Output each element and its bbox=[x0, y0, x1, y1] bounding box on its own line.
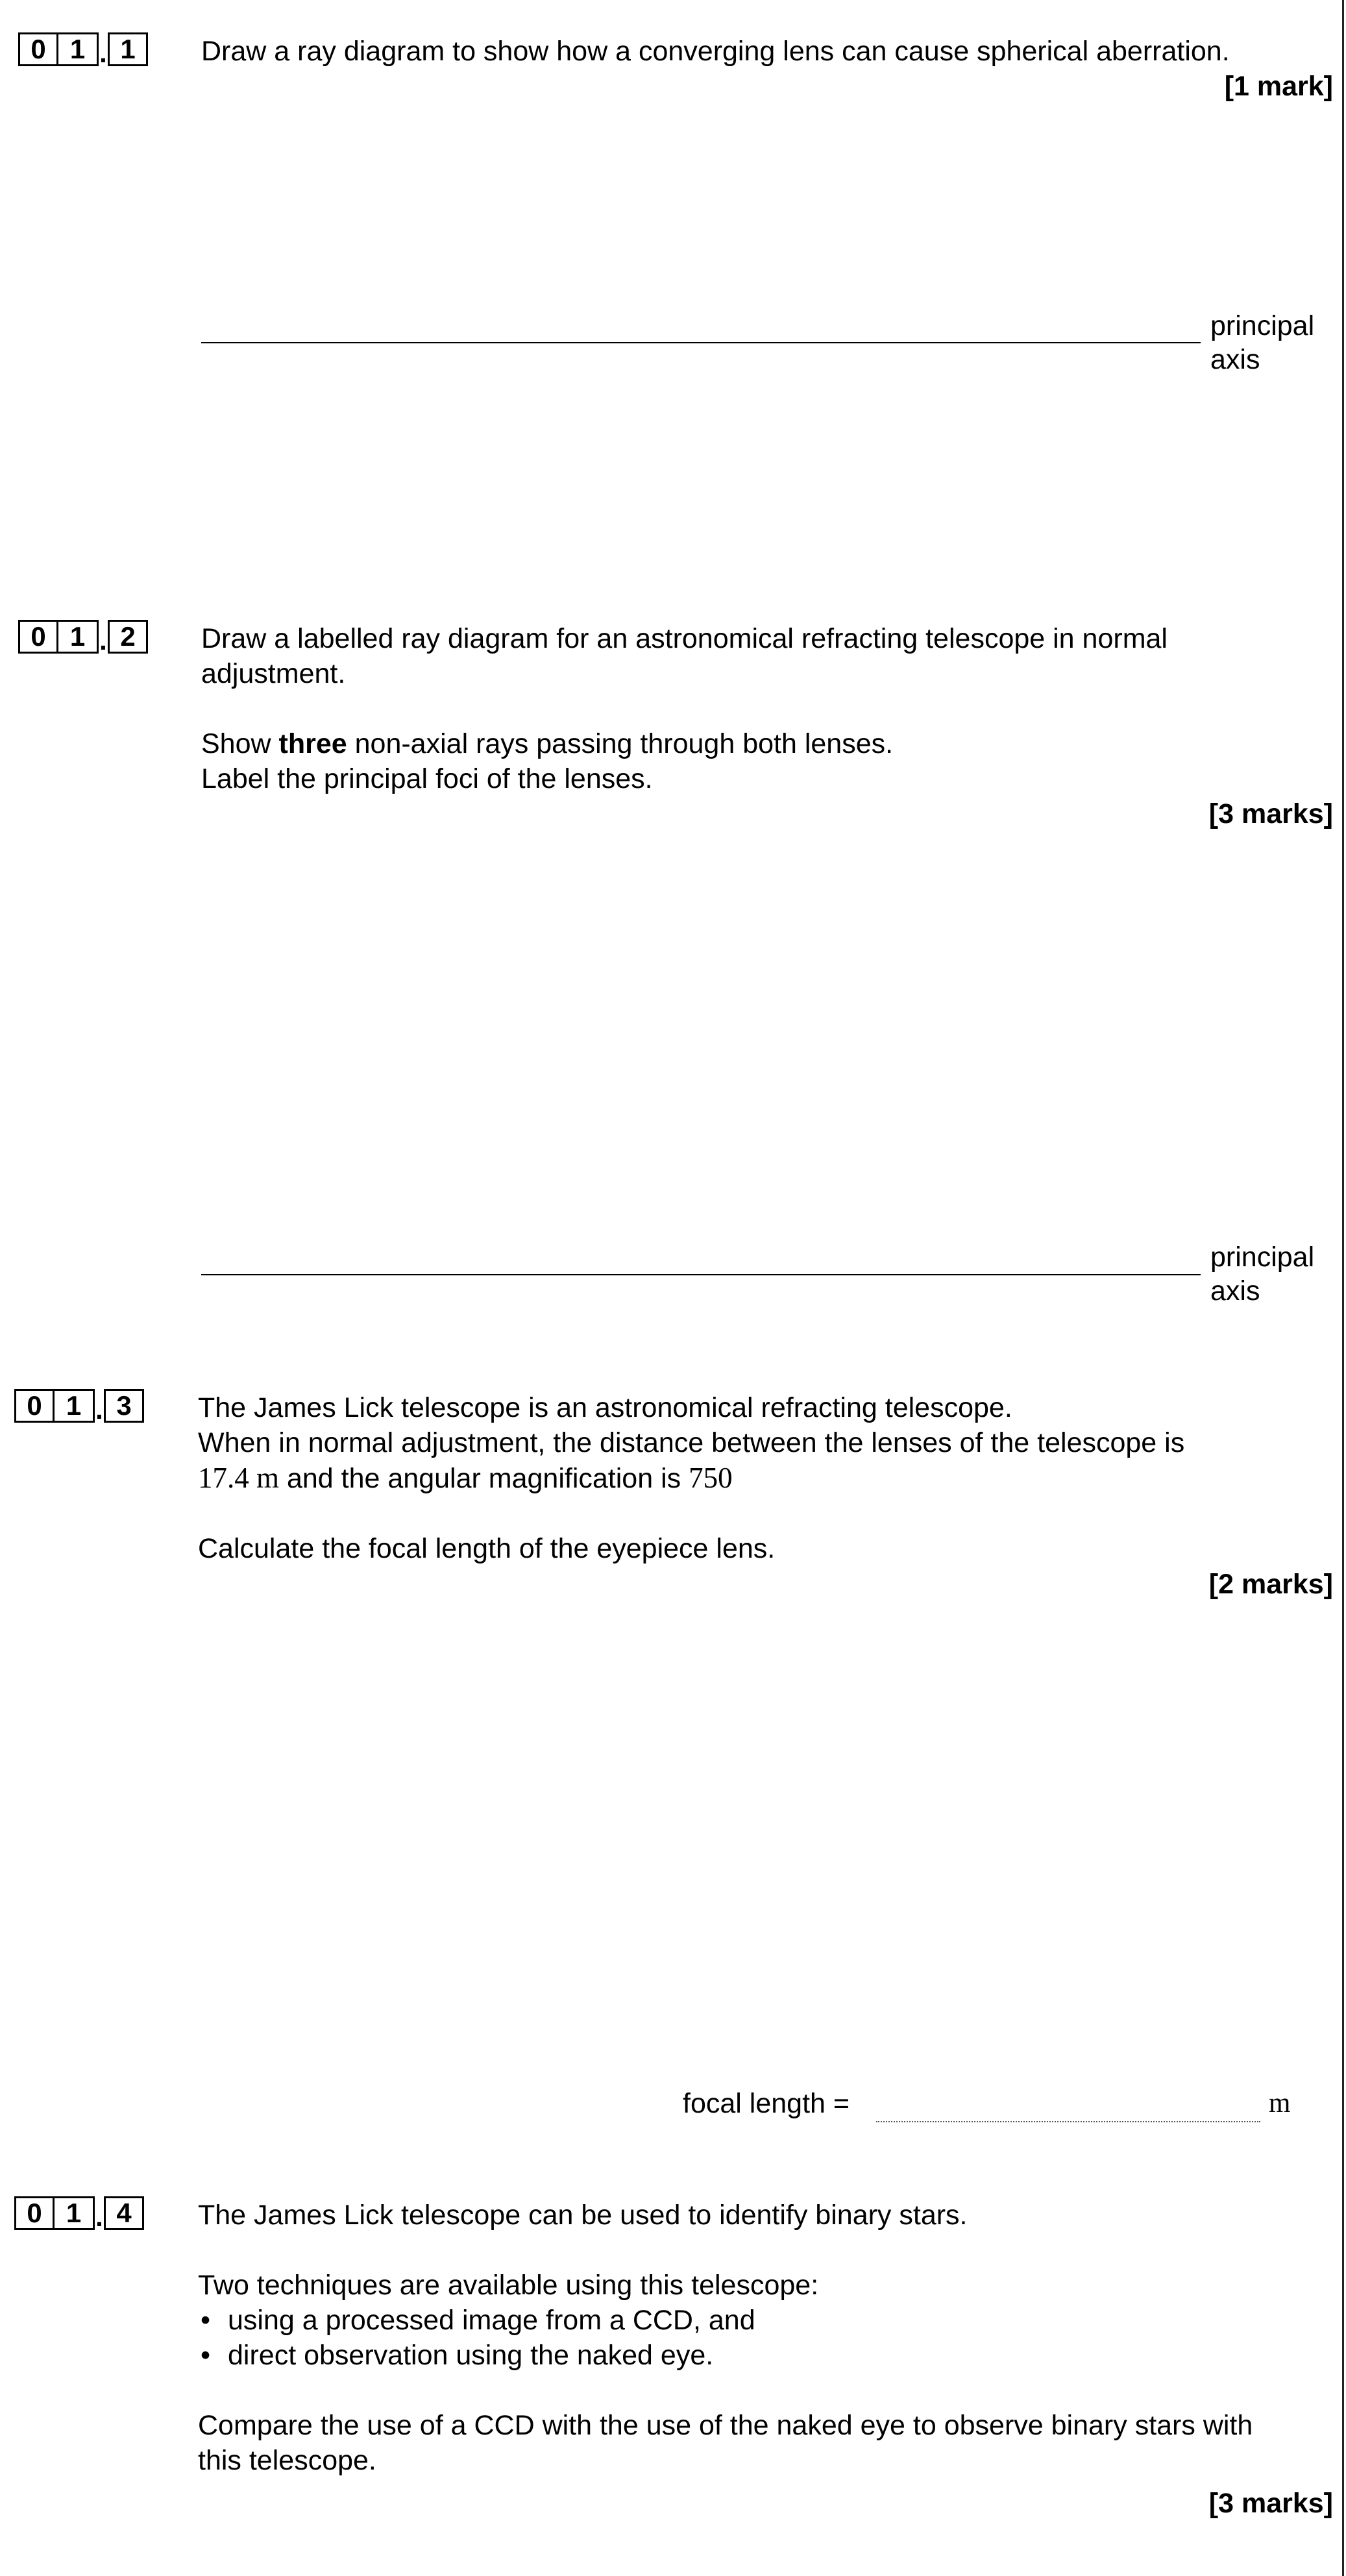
question-text-line: adjustment. bbox=[201, 658, 346, 689]
question-number-01-3 bbox=[14, 1386, 144, 1423]
principal-axis-label-01-1 bbox=[1210, 309, 1340, 376]
question-digit: 1 bbox=[58, 32, 99, 66]
question-01-4-text bbox=[198, 2198, 1253, 2478]
question-digit: 4 bbox=[104, 2196, 144, 2230]
question-text-line: Two techniques are available using this telescope: bbox=[198, 2270, 819, 2301]
question-digit: 0 bbox=[18, 32, 58, 66]
page-edge-border bbox=[1342, 0, 1344, 2576]
text-segment: and the angular magnification is bbox=[279, 1463, 689, 1494]
principal-axis-line-01-2 bbox=[201, 1274, 1201, 1275]
axis-label-word: principal bbox=[1210, 310, 1315, 341]
question-number-dot: . bbox=[95, 2202, 103, 2232]
question-number-01-4 bbox=[14, 2194, 144, 2230]
axis-label-word: axis bbox=[1210, 344, 1260, 375]
question-digit: 1 bbox=[58, 620, 99, 654]
question-text-line bbox=[198, 1460, 1184, 1496]
question-number-dot: . bbox=[95, 1394, 103, 1425]
technique-list bbox=[198, 2303, 1253, 2373]
marks-01-1: [1 mark] bbox=[1224, 71, 1333, 102]
question-digit: 0 bbox=[14, 2196, 55, 2230]
question-digit: 0 bbox=[18, 620, 58, 654]
text-segment: non-axial rays passing through both lenses. bbox=[347, 728, 894, 759]
question-text-line: Calculate the focal length of the eyepiece lens. bbox=[198, 1533, 776, 1564]
question-number-dot: . bbox=[99, 625, 107, 656]
question-number-dot: . bbox=[99, 38, 107, 68]
question-text-line: Draw a labelled ray diagram for an astronomical refracting telescope in normal bbox=[201, 623, 1168, 654]
question-digit: 1 bbox=[55, 1389, 95, 1423]
marks-01-2: [3 marks] bbox=[1208, 798, 1333, 829]
question-number-01-2 bbox=[18, 617, 148, 654]
magnification-value: 750 bbox=[689, 1462, 733, 1494]
question-digit: 1 bbox=[108, 32, 148, 66]
question-text-line bbox=[201, 726, 1168, 761]
question-digit: 3 bbox=[104, 1389, 144, 1423]
answer-line-focal-length[interactable] bbox=[876, 2121, 1260, 2122]
question-01-2-text bbox=[201, 621, 1168, 796]
marks-01-4: [3 marks] bbox=[1208, 2488, 1333, 2519]
principal-axis-label-01-2 bbox=[1210, 1240, 1340, 1308]
distance-value: 17.4 m bbox=[198, 1462, 280, 1494]
principal-axis-line-01-1 bbox=[201, 342, 1201, 343]
list-item: • direct observation using the naked eye. bbox=[198, 2338, 1253, 2373]
question-digit: 1 bbox=[55, 2196, 95, 2230]
marks-01-3: [2 marks] bbox=[1208, 1569, 1333, 1600]
question-text-line: The James Lick telescope is an astronomical refracting telescope. bbox=[198, 1392, 1012, 1423]
question-text-line: When in normal adjustment, the distance between the lenses of the telescope is bbox=[198, 1427, 1185, 1458]
question-01-3-text bbox=[198, 1390, 1184, 1566]
answer-unit-m: m bbox=[1269, 2088, 1291, 2118]
question-digit: 2 bbox=[108, 620, 148, 654]
question-digit: 0 bbox=[14, 1389, 55, 1423]
question-number-01-1 bbox=[18, 30, 148, 66]
emphasis-three: three bbox=[278, 728, 347, 759]
question-01-1-text bbox=[201, 34, 1230, 69]
text-segment: Show bbox=[201, 728, 279, 759]
question-text-line: Draw a ray diagram to show how a converging lens can cause spherical aberration. bbox=[201, 36, 1230, 67]
axis-label-word: axis bbox=[1210, 1275, 1260, 1306]
question-text-line: Label the principal foci of the lenses. bbox=[201, 763, 653, 794]
axis-label-word: principal bbox=[1210, 1242, 1315, 1273]
answer-label-focal-length: focal length = bbox=[683, 2088, 850, 2119]
question-text-line: The James Lick telescope can be used to identify binary stars. bbox=[198, 2200, 968, 2231]
question-text-line: Compare the use of a CCD with the use of the naked eye to observe binary stars with bbox=[198, 2410, 1253, 2441]
list-item: • using a processed image from a CCD, and bbox=[198, 2303, 1253, 2338]
question-text-line: this telescope. bbox=[198, 2445, 376, 2476]
